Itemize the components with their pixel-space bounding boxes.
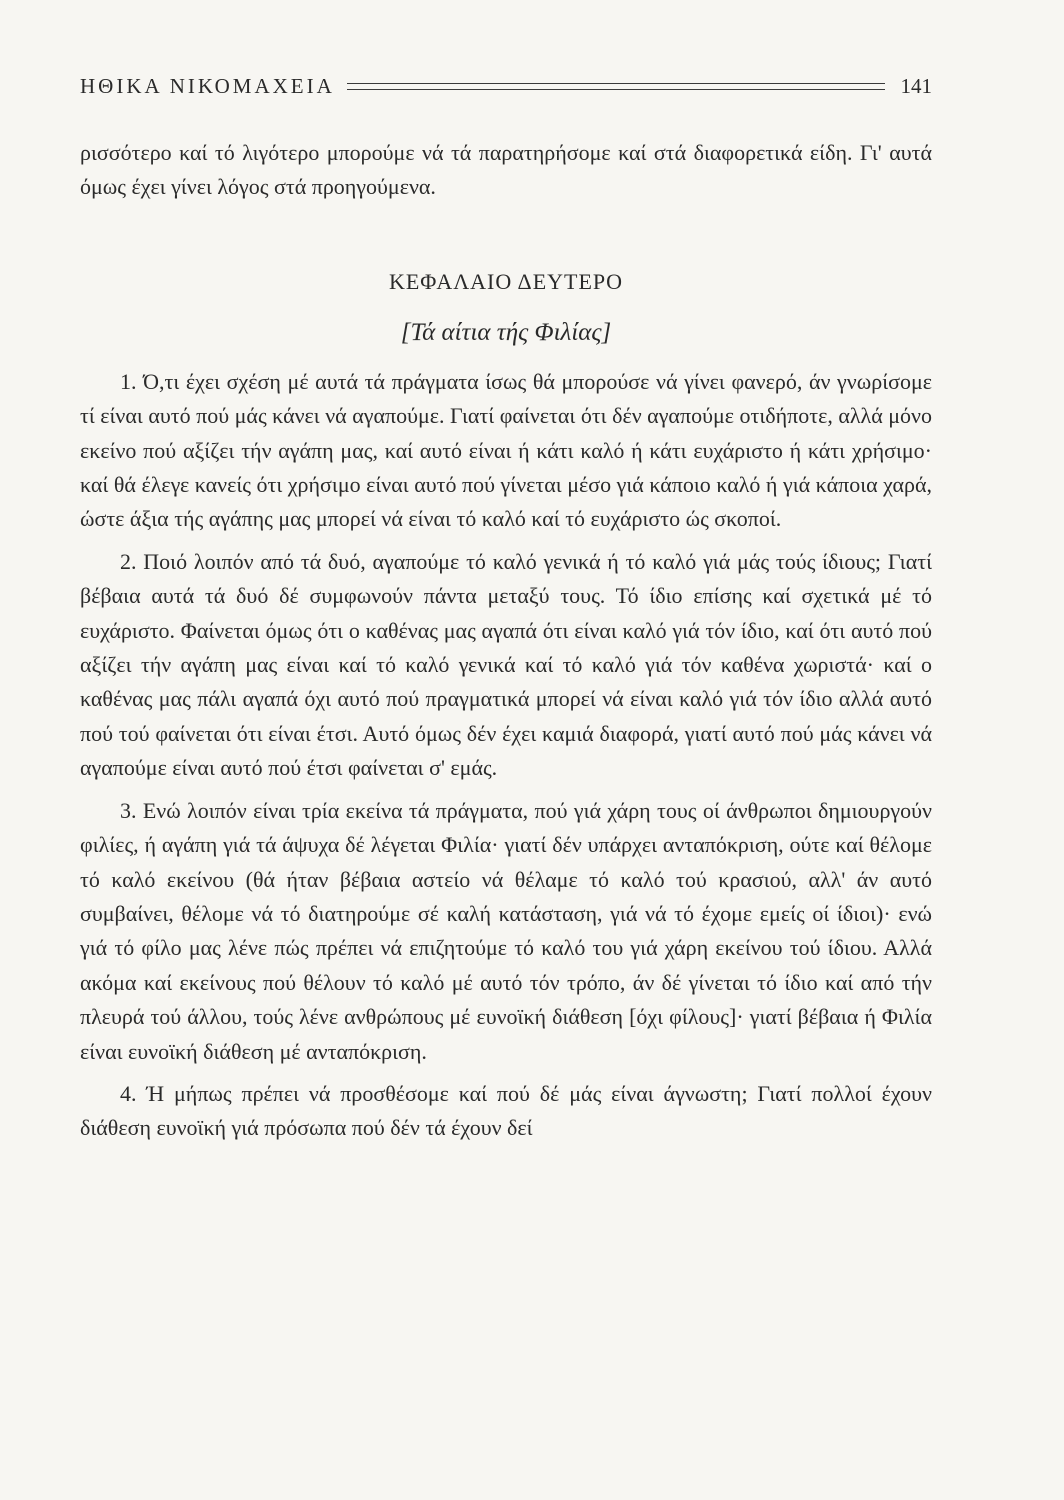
header-double-rule bbox=[347, 83, 885, 90]
running-title: ΗΘΙΚΑ ΝΙΚΟΜΑΧΕΙΑ bbox=[80, 73, 335, 98]
paragraph-text: Ή μήπως πρέπει νά προσθέσομε καί πού δέ μάς είναι άγνωστη; Γιατί πολλοί έχουν διάθεση ευνοϊκή γιά πρόσωπα πού δέν τά έχουν δεί bbox=[80, 1080, 933, 1141]
chapter-subtitle: [Τά αίτια τής Φιλίας] bbox=[400, 318, 612, 346]
paragraph-text: Ενώ λοιπόν είναι τρία εκείνα τά πράγματα, πού γιά χάρη τους οί άνθρωποι δημιουργούν φιλίες, ή αγάπη γιά τά άψυχα δέ λέγεται Φιλία· γιατί δέν υπάρχει ανταπόκριση, ούτε καί θέλομε τό καλό εκείνου (θά ήταν βέβαια αστείο νά θέλαμε τό καλό τού κρασιού, αλλ' άν αυτό συμβαίνει, θέλομε νά τό διατηρούμε σέ καλή κατάσταση, γιά νά τό έχομε εμείς οί ίδιοι)· ενώ γιά τό φίλο μας λένε πώς πρέπει νά επιζητούμε τό καλό του γιά χάρη εκείνου τού ίδιου. Αλλά ακόμα καί εκείνους πού θέλουν τό καλό μέ αυτό τόν τρόπο, άν δέ γίνεται τό ίδιο καί από τήν πλευρά τού άλλου, τούς λένε ανθρώπους μέ ευνοϊκή διάθεση [όχι φίλους]· γιατί βέβαια ή Φιλία είναι ευνοϊκή διάθεση μέ ανταπόκριση. bbox=[80, 797, 932, 1064]
paragraph-number: 4. bbox=[120, 1080, 137, 1106]
continuation-paragraph: ρισσότερο καί τό λιγότερο μπορούμε νά τά παρατηρήσομε καί στά διαφορετικά είδη. Γι' αυτά όμως έχει γίνει λόγος στά προηγούμενα. bbox=[80, 140, 932, 200]
chapter-heading: ΚΕΦΑΛΑΙΟ ΔΕΥΤΕΡΟ bbox=[388, 268, 624, 294]
paragraph-number: 3. bbox=[120, 797, 137, 823]
paragraph-2 bbox=[80, 545, 932, 786]
paragraph-number: 2. bbox=[120, 548, 137, 574]
paragraph-text: Ό,τι έχει σχέση μέ αυτά τά πράγματα ίσως θά μπορούσε νά γίνει φανερό, άν γνωρίσομε τί είναι αυτό πού μάς κάνει νά αγαπούμε. Γιατί φαίνεται ότι δέν αγαπούμε οτιδήποτε, αλλά μόνο εκείνο πού αξίζει τήν αγάπη μας, καί αυτό είναι ή κάτι καλό ή κάτι ευχάριστο ή κάτι χρήσιμο· καί θά έλεγε κανείς ότι χρήσιμο είναι αυτό πού γίνεται μέσο γιά κάποιο καλό ή γιά κάποια χαρά, ώστε άξια τής αγάπης μας μπορεί νά είναι τό καλό καί τό ευχάριστο ώς σκοποί. bbox=[80, 368, 933, 532]
paragraph-4 bbox=[80, 1077, 932, 1146]
page-number: 141 bbox=[900, 73, 932, 98]
book-page bbox=[80, 66, 932, 1146]
paragraph-number: 1. bbox=[120, 368, 137, 394]
running-header bbox=[80, 66, 932, 106]
paragraph-3 bbox=[80, 794, 932, 1069]
paragraph-1 bbox=[80, 365, 932, 537]
paragraph-text: Ποιό λοιπόν από τά δυό, αγαπούμε τό καλό γενικά ή τό καλό γιά μάς τούς ίδιους; Γιατί βέβαια αυτά τά δυό δέ συμφωνούν πάντα μεταξύ τους. Τό ίδιο επίσης καί σχετικά μέ τό ευχάριστο. Φαίνεται όμως ότι ο καθένας μας αγαπά ότι είναι καλό γιά τόν ίδιο, καί ότι αυτό πού αξίζει τήν αγάπη μας είναι καί τό καλό γενικά καί τό καλό γιά τόν καθένα χωριστά· καί ο καθένας μας πάλι αγαπά όχι αυτό πού πραγματικά μπορεί νά είναι καλό γιά τόν ίδιο αλλά αυτό πού τού φαίνεται ότι είναι έτσι. Αυτό όμως δέν έχει καμιά διαφορά, γιατί αυτό πού μάς κάνει νά αγαπούμε είναι αυτό πού έτσι φαίνεται σ' εμάς. bbox=[80, 548, 932, 781]
